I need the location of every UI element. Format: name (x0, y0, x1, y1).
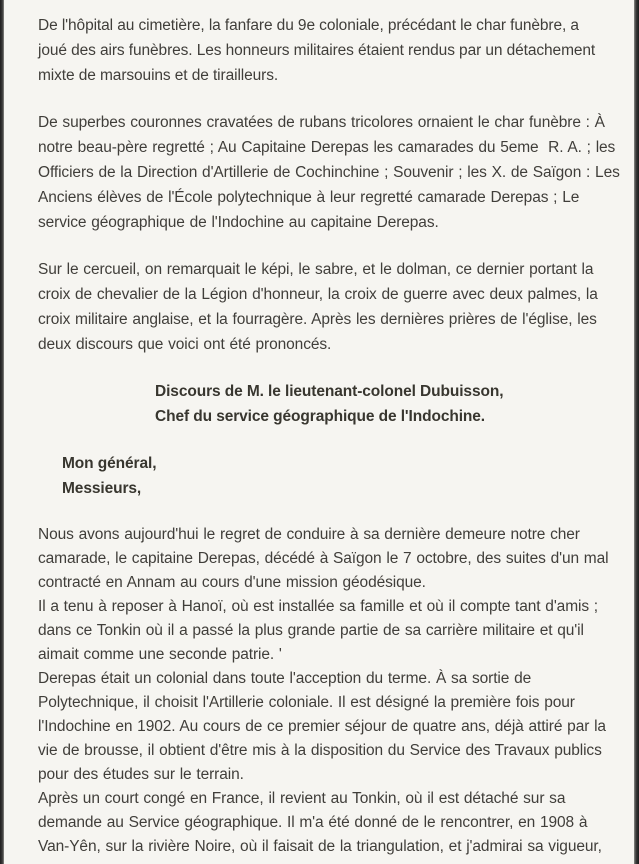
text-line: Après un court congé en France, il revient au Tonkin, où il est détaché sur sa (38, 790, 566, 807)
text-line: Anciens élèves de l'École polytechnique à leur regretté camarade Derepas ; Le (38, 189, 580, 206)
document-content (38, 13, 620, 859)
scan-edge-right (634, 0, 639, 864)
heading-line: Chef du service géographique de l'Indochine. (155, 408, 486, 425)
heading-line: Discours de M. le lieutenant-colonel Dubuisson, (155, 383, 504, 400)
salutation-line: Mon général, (62, 455, 157, 472)
text-line: contracté en Annam au cours d'une mission géodésique. (38, 574, 426, 591)
salutation-line: Messieurs, (62, 480, 142, 497)
text-line: deux discours que voici ont été prononcés. (38, 336, 332, 353)
paragraph-wreaths (38, 110, 620, 235)
text-line: Officiers de la Direction d'Artillerie de Cochinchine ; Souvenir ; les X. de Saïgon : Les (38, 164, 620, 181)
paragraph-speech-body (38, 523, 617, 859)
paragraph-funeral-procession (38, 13, 617, 88)
text-line: demande au Service géographique. Il m'a été donné de le rencontrer, en 1908 à (38, 814, 588, 831)
text-line: l'Indochine en 1902. Au cours de ce premier séjour de quatre ans, déjà attiré par la (38, 718, 606, 735)
text-line: service géographique de l'Indochine au capitaine Derepas. (38, 214, 439, 231)
text-line: pour des études sur le terrain. (38, 766, 244, 783)
text-line: Polytechnique, il choisit l'Artillerie coloniale. Il est désigné la première fois pour (38, 694, 575, 711)
text-line: Van-Yên, sur la rivière Noire, où il faisait de la triangulation, et j'admirai sa vigueur, (38, 838, 602, 855)
text-line: De l'hôpital au cimetière, la fanfare du 9e coloniale, précédant le char funèbre, a (38, 17, 579, 34)
text-line: croix militaire anglaise, et la fourragère. Après les dernières prières de l'église, les (38, 311, 597, 328)
text-line: De superbes couronnes cravatées de rubans tricolores ornaient le char funèbre : À (38, 114, 605, 131)
paragraph-coffin (38, 257, 617, 357)
scan-edge-left (0, 0, 4, 864)
speech-salutation (38, 451, 617, 501)
text-line: camarade, le capitaine Derepas, décédé à Saïgon le 7 octobre, des suites d'un mal (38, 550, 609, 567)
text-line: Derepas était un colonial dans toute l'acception du terme. À sa sortie de (38, 670, 532, 687)
text-line: Sur le cercueil, on remarquait le képi, le sabre, et le dolman, ce dernier portant la (38, 261, 594, 278)
text-line: Il a tenu à reposer à Hanoï, où est installée sa famille et où il compte tant d'amis ; (38, 598, 599, 615)
text-line: joué des airs funèbres. Les honneurs militaires étaient rendus par un détachement (38, 42, 596, 59)
text-line: notre beau-père regretté ; Au Capitaine Derepas les camarades du 5eme R. A. ; les (38, 139, 616, 156)
text-line: aimait comme une seconde patrie. ' (38, 646, 282, 663)
text-line: vie de brousse, il obtient d'être mis à la disposition du Service des Travaux publics (38, 742, 602, 759)
text-line: dans ce Tonkin où il a passé la plus grande partie de sa carrière militaire et qu'il (38, 622, 584, 639)
text-line: Nous avons aujourd'hui le regret de conduire à sa dernière demeure notre cher (38, 526, 580, 543)
text-line: croix de chevalier de la Légion d'honneur, la croix de guerre avec deux palmes, la (38, 286, 598, 303)
speech-heading (38, 379, 617, 429)
text-line: mixte de marsouins et de tirailleurs. (38, 67, 279, 84)
